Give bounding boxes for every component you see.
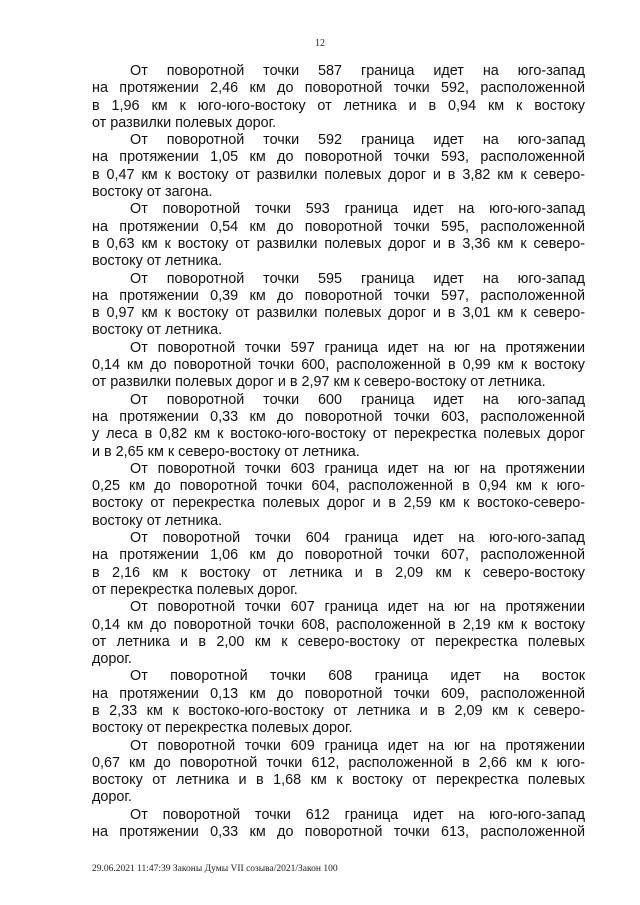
text-line: 0,25 км до поворотной точки 604, расположенной в 0,94 км к юго-	[92, 478, 585, 495]
text-line: востоку от перекрестка полевых дорог.	[92, 720, 353, 737]
text-line: От поворотной точки 600 граница идет на юго-запад	[130, 391, 585, 408]
text-line: востоку от загона.	[92, 184, 213, 201]
text-line: От поворотной точки 603 граница идет на юг на протяжении	[130, 460, 585, 477]
text-line: в 0,47 км к востоку от развилки полевых дорог и в 3,82 км к северо-	[92, 166, 585, 183]
text-line: и в 2,65 км к северо-востоку от летника.	[92, 443, 360, 460]
text-line: От поворотной точки 608 граница идет на восток	[130, 668, 585, 685]
text-line: востоку от летника и в 1,68 км к востоку от перекрестка полевых	[92, 772, 585, 789]
paragraph	[92, 132, 585, 201]
text-line: От поворотной точки 612 граница идет на юго-юго-запад	[130, 806, 585, 823]
text-line: от развилки полевых дорог и в 2,97 км к северо-востоку от летника.	[92, 374, 546, 391]
text-line: от летника и в 2,00 км к северо-востоку от перекрестка полевых	[92, 633, 585, 650]
text-line: От поворотной точки 609 граница идет на юг на протяжении	[130, 737, 585, 754]
text-line: дорог.	[92, 789, 132, 806]
text-line: от перекрестка полевых дорог.	[92, 581, 298, 598]
text-line: в 0,63 км к востоку от развилки полевых дорог и в 3,36 км к северо-	[92, 235, 585, 252]
text-line: в 2,16 км к востоку от летника и в 2,09 км к северо-востоку	[92, 564, 585, 581]
paragraph	[92, 461, 585, 530]
text-line: на протяжении 0,13 км до поворотной точки 609, расположенной	[92, 685, 585, 702]
text-line: От поворотной точки 607 граница идет на юг на протяжении	[130, 599, 585, 616]
text-line: От поворотной точки 593 граница идет на юго-юго-запад	[130, 201, 585, 218]
paragraph	[92, 392, 585, 461]
page-footer: 29.06.2021 11:47:39 Законы Думы VII созыва/2021/Закон 100	[92, 864, 338, 874]
paragraph	[92, 340, 585, 392]
text-line: 0,14 км до поворотной точки 600, расположенной в 0,99 км к востоку	[92, 357, 585, 374]
paragraph	[92, 738, 585, 807]
paragraph	[92, 807, 585, 842]
text-line: на протяжении 1,06 км до поворотной точки 607, расположенной	[92, 547, 585, 564]
paragraph	[92, 668, 585, 737]
text-line: дорог.	[92, 651, 132, 668]
text-line: на протяжении 0,33 км до поворотной точки 613, расположенной	[92, 824, 585, 841]
text-line: От поворотной точки 595 граница идет на юго-запад	[130, 270, 585, 287]
text-line: в 2,33 км к востоко-юго-востоку от летника и в 2,09 км к северо-	[92, 702, 585, 719]
text-line: на протяжении 0,39 км до поворотной точки 597, расположенной	[92, 287, 585, 304]
paragraph	[92, 599, 585, 668]
paragraph	[92, 63, 585, 132]
text-line: От поворотной точки 604 граница идет на юго-юго-запад	[130, 530, 585, 547]
document-body	[92, 63, 585, 841]
text-line: От поворотной точки 597 граница идет на юг на протяжении	[130, 339, 585, 356]
paragraph	[92, 201, 585, 270]
text-line: в 1,96 км к юго-юго-востоку от летника и в 0,94 км к востоку	[92, 97, 585, 114]
text-line: От поворотной точки 592 граница идет на юго-запад	[130, 132, 585, 149]
text-line: 0,14 км до поворотной точки 608, расположенной в 2,19 км к востоку	[92, 616, 585, 633]
text-line: на протяжении 0,54 км до поворотной точки 595, расположенной	[92, 218, 585, 235]
paragraph	[92, 530, 585, 599]
text-line: на протяжении 2,46 км до поворотной точки 592, расположенной	[92, 80, 585, 97]
text-line: От поворотной точки 587 граница идет на юго-запад	[130, 63, 585, 79]
text-line: востоку от летника.	[92, 512, 223, 529]
text-line: на протяжении 1,05 км до поворотной точки 593, расположенной	[92, 149, 585, 166]
text-line: от развилки полевых дорог.	[92, 114, 277, 131]
text-line: востоку от летника.	[92, 253, 223, 270]
page-number: 12	[315, 38, 325, 49]
text-line: у леса в 0,82 км к востоко-юго-востоку от перекрестка полевых дорог	[92, 426, 585, 443]
paragraph	[92, 271, 585, 340]
text-line: на протяжении 0,33 км до поворотной точки 603, расположенной	[92, 408, 585, 425]
text-line: в 0,97 км к востоку от развилки полевых дорог и в 3,01 км к северо-	[92, 305, 585, 322]
text-line: 0,67 км до поворотной точки 612, расположенной в 2,66 км к юго-	[92, 754, 585, 771]
text-line: востоку от летника.	[92, 322, 223, 339]
text-line: востоку от перекрестка полевых дорог и в 2,59 км к востоко-северо-	[92, 495, 585, 512]
